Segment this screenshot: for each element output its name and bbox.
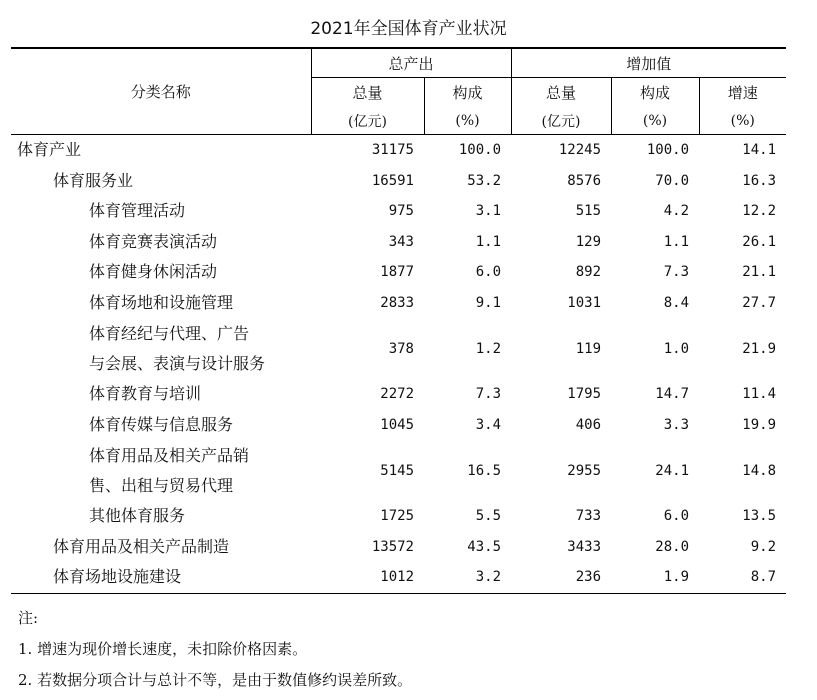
table-row xyxy=(11,227,786,258)
row-label: 体育传媒与信息服务 xyxy=(89,414,234,434)
header-unit-added-total: (亿元) xyxy=(511,107,611,135)
cell-growth: 12.2 xyxy=(742,203,777,220)
cell-added-total: 12245 xyxy=(558,142,602,159)
cell-output-total: 13572 xyxy=(371,538,414,555)
cell-added-total: 733 xyxy=(575,508,602,525)
cell-added-comp: 100.0 xyxy=(646,142,690,159)
table-row xyxy=(11,379,786,410)
cell-added-comp: 3.3 xyxy=(663,416,690,433)
table-row xyxy=(11,440,786,501)
row-label: 体育用品及相关产品制造 xyxy=(53,536,230,556)
cell-output-comp: 6.0 xyxy=(475,264,502,281)
cell-added-total: 892 xyxy=(575,264,602,281)
row-label: 体育健身休闲活动 xyxy=(89,262,218,282)
cell-growth: 21.1 xyxy=(742,264,777,281)
row-label: 体育场地和设施管理 xyxy=(89,292,234,312)
cell-growth: 19.9 xyxy=(742,416,777,433)
cell-output-total: 1877 xyxy=(380,264,414,281)
header-growth: 增速 xyxy=(699,78,786,108)
cell-output-total: 1725 xyxy=(380,508,414,525)
note-item: 1. 增速为现价增长速度，未扣除价格因素。 xyxy=(18,640,308,658)
cell-added-total: 119 xyxy=(575,340,602,357)
cell-added-total: 2955 xyxy=(567,462,602,479)
cell-added-total: 1795 xyxy=(567,386,602,403)
table-row xyxy=(11,318,786,379)
cell-output-comp: 100.0 xyxy=(458,142,502,159)
cell-output-total: 31175 xyxy=(371,142,414,159)
cell-growth: 16.3 xyxy=(742,172,777,189)
cell-output-total: 5145 xyxy=(380,462,414,479)
table-row xyxy=(11,501,786,532)
header-total-output: 总产出 xyxy=(311,48,511,78)
cell-output-comp: 53.2 xyxy=(467,172,502,189)
cell-output-total: 1012 xyxy=(311,562,424,593)
row-label: 体育产业 xyxy=(17,140,82,160)
cell-growth: 9.2 xyxy=(750,538,777,555)
cell-output-comp: 43.5 xyxy=(467,538,502,555)
table-title: 2021年全国体育产业状况 xyxy=(310,19,507,39)
cell-output-total: 975 xyxy=(388,203,414,220)
cell-growth: 14.8 xyxy=(742,462,777,479)
cell-output-comp: 1.2 xyxy=(475,340,502,357)
header-category: 分类名称 xyxy=(11,48,311,135)
cell-added-comp: 1.0 xyxy=(663,340,690,357)
table-row xyxy=(11,288,786,319)
cell-output-comp: 3.2 xyxy=(424,562,511,593)
cell-added-comp: 4.2 xyxy=(663,203,690,220)
header-unit-added-comp: (%) xyxy=(611,107,699,135)
row-label-line2: 售、出租与贸易代理 xyxy=(89,475,234,495)
cell-growth: 27.7 xyxy=(742,294,777,311)
table-row xyxy=(11,135,786,166)
cell-growth: 8.7 xyxy=(699,562,786,593)
header-value-added: 增加值 xyxy=(511,48,786,78)
row-label: 体育竞赛表演活动 xyxy=(89,231,218,251)
row-label: 体育场地设施建设 xyxy=(11,562,311,593)
cell-added-comp: 1.9 xyxy=(611,562,699,593)
cell-added-total: 8576 xyxy=(567,172,602,189)
cell-added-comp: 1.1 xyxy=(663,233,690,250)
row-label: 体育教育与培训 xyxy=(89,384,202,404)
row-label xyxy=(11,440,311,501)
cell-added-total: 406 xyxy=(575,416,602,433)
cell-output-total: 2272 xyxy=(380,386,414,403)
cell-output-total: 2833 xyxy=(380,294,414,311)
row-label xyxy=(11,318,311,379)
cell-output-total: 343 xyxy=(388,233,414,250)
row-label-line2: 与会展、表演与设计服务 xyxy=(89,353,266,373)
table-row xyxy=(11,166,786,197)
table-row xyxy=(11,410,786,441)
cell-output-comp: 9.1 xyxy=(475,294,502,311)
cell-added-comp: 8.4 xyxy=(663,294,690,311)
table-row xyxy=(11,562,786,593)
cell-added-total: 236 xyxy=(511,562,611,593)
cell-added-total: 515 xyxy=(575,203,602,220)
row-label-line1: 体育用品及相关产品销 xyxy=(89,445,250,465)
header-added-composition: 构成 xyxy=(611,78,699,108)
cell-output-total: 1045 xyxy=(380,416,414,433)
table-row xyxy=(11,532,786,563)
cell-growth: 11.4 xyxy=(742,386,777,403)
row-label: 体育服务业 xyxy=(53,170,134,190)
cell-growth: 21.9 xyxy=(742,340,777,357)
header-unit-output-total: (亿元) xyxy=(311,107,424,135)
sports-industry-table xyxy=(11,47,786,594)
notes-label: 注: xyxy=(18,609,39,627)
header-output-total: 总量 xyxy=(311,78,424,108)
cell-output-comp: 16.5 xyxy=(467,462,502,479)
table-row xyxy=(11,257,786,288)
note-item: 2. 若数据分项合计与总计不等，是由于数值修约误差所致。 xyxy=(18,671,413,689)
header-added-total: 总量 xyxy=(511,78,611,108)
cell-added-comp: 24.1 xyxy=(655,462,690,479)
cell-output-comp: 3.4 xyxy=(475,416,502,433)
cell-output-comp: 7.3 xyxy=(475,386,502,403)
cell-added-comp: 14.7 xyxy=(655,386,690,403)
cell-added-comp: 70.0 xyxy=(655,172,690,189)
header-unit-output-comp: (%) xyxy=(424,107,511,135)
cell-output-comp: 5.5 xyxy=(475,508,502,525)
cell-growth: 14.1 xyxy=(742,142,777,159)
row-label: 体育管理活动 xyxy=(89,201,186,221)
header-output-composition: 构成 xyxy=(424,78,511,108)
cell-added-total: 3433 xyxy=(567,538,602,555)
row-label: 其他体育服务 xyxy=(89,506,186,526)
row-label-line1: 体育经纪与代理、广告 xyxy=(89,323,250,343)
cell-growth: 26.1 xyxy=(742,233,777,250)
cell-added-comp: 7.3 xyxy=(663,264,690,281)
header-unit-growth: (%) xyxy=(699,107,786,135)
table-row xyxy=(11,196,786,227)
cell-added-comp: 6.0 xyxy=(663,508,690,525)
table-notes xyxy=(18,603,412,696)
cell-added-total: 1031 xyxy=(567,294,602,311)
cell-output-comp: 3.1 xyxy=(475,203,502,220)
cell-added-total: 129 xyxy=(575,233,602,250)
cell-growth: 13.5 xyxy=(742,508,777,525)
cell-added-comp: 28.0 xyxy=(655,538,690,555)
cell-output-total: 16591 xyxy=(371,172,414,189)
cell-output-comp: 1.1 xyxy=(475,233,502,250)
cell-output-total: 378 xyxy=(388,340,414,357)
